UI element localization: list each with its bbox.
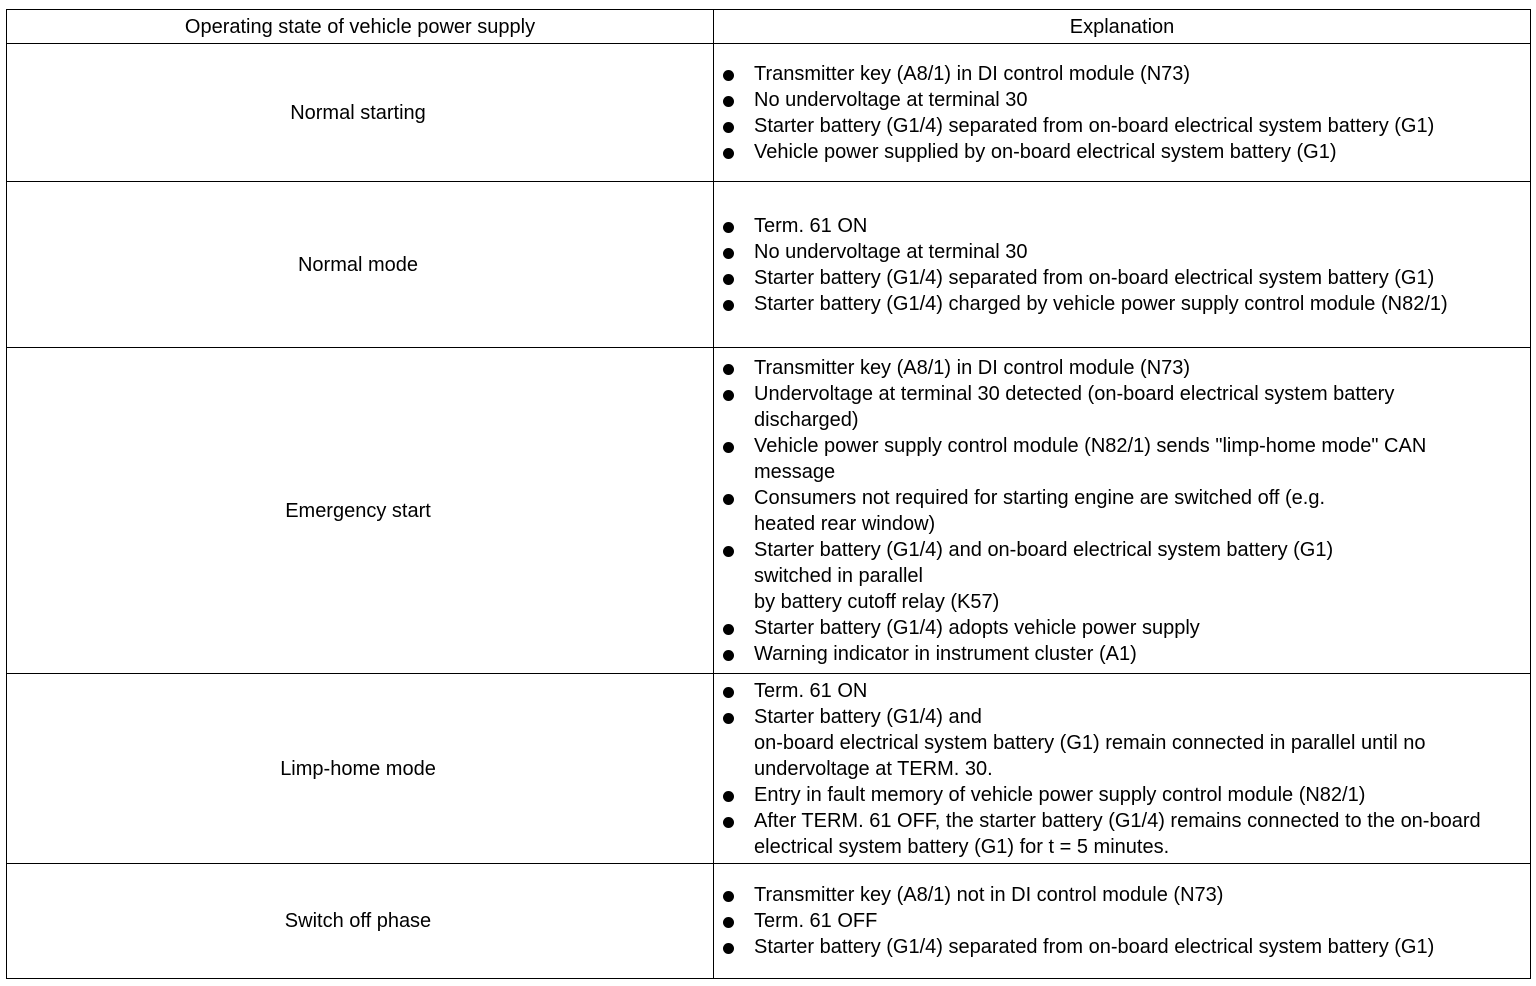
table-header-row xyxy=(7,10,1531,44)
explanation-cell xyxy=(714,44,1531,182)
power-supply-states-table xyxy=(6,9,1531,979)
explanation-item: Starter battery (G1/4) separated from on-board electrical system battery (G1) xyxy=(714,265,1530,291)
explanation-cell xyxy=(714,348,1531,674)
explanation-item: Starter battery (G1/4) and on-board electrical system battery (G1) switched in parallel by battery cutoff relay (K57) xyxy=(714,537,1530,615)
explanation-item: No undervoltage at terminal 30 xyxy=(714,87,1530,113)
explanation-item: Vehicle power supply control module (N82/1) sends "limp-home mode" CAN message xyxy=(714,433,1530,485)
explanation-list xyxy=(714,61,1530,165)
state-cell xyxy=(7,674,714,864)
explanation-item: Starter battery (G1/4) charged by vehicle power supply control module (N82/1) xyxy=(714,291,1530,317)
table-row xyxy=(7,864,1531,979)
explanation-item: Term. 61 ON xyxy=(714,213,1530,239)
explanation-cell xyxy=(714,864,1531,979)
explanation-item: Starter battery (G1/4) separated from on-board electrical system battery (G1) xyxy=(714,113,1530,139)
explanation-cell xyxy=(714,182,1531,348)
explanation-item: Starter battery (G1/4) separated from on-board electrical system battery (G1) xyxy=(714,934,1530,960)
state-cell xyxy=(7,348,714,674)
explanation-item: Term. 61 OFF xyxy=(714,908,1530,934)
table-row xyxy=(7,674,1531,864)
explanation-item: Warning indicator in instrument cluster (A1) xyxy=(714,641,1530,667)
explanation-item: Transmitter key (A8/1) in DI control module (N73) xyxy=(714,355,1530,381)
table-row xyxy=(7,182,1531,348)
state-label: Normal mode xyxy=(297,253,419,276)
state-cell xyxy=(7,44,714,182)
explanation-item: Vehicle power supplied by on-board electrical system battery (G1) xyxy=(714,139,1530,165)
explanation-item: Undervoltage at terminal 30 detected (on-board electrical system battery discharged) xyxy=(714,381,1530,433)
table-row xyxy=(7,348,1531,674)
explanation-item: Consumers not required for starting engine are switched off (e.g. heated rear window) xyxy=(714,485,1530,537)
table-row xyxy=(7,44,1531,182)
state-label: Normal starting xyxy=(290,101,426,124)
state-label: Limp-home mode xyxy=(280,757,436,780)
explanation-list xyxy=(714,355,1530,667)
explanation-item: After TERM. 61 OFF, the starter battery (G1/4) remains connected to the on-board electrical system battery (G1) for t = 5 minutes. xyxy=(714,808,1530,860)
state-label: Emergency start xyxy=(285,499,431,522)
explanation-item: Transmitter key (A8/1) in DI control module (N73) xyxy=(714,61,1530,87)
explanation-cell xyxy=(714,674,1531,864)
column-header-explanation: Explanation xyxy=(714,10,1531,44)
column-header-operating-state: Operating state of vehicle power supply xyxy=(7,10,714,44)
explanation-item: No undervoltage at terminal 30 xyxy=(714,239,1530,265)
explanation-list xyxy=(714,213,1530,317)
explanation-list xyxy=(714,882,1530,960)
explanation-list xyxy=(714,678,1530,860)
state-cell xyxy=(7,864,714,979)
explanation-item: Transmitter key (A8/1) not in DI control module (N73) xyxy=(714,882,1530,908)
state-label: Switch off phase xyxy=(284,910,432,932)
explanation-item: Starter battery (G1/4) and on-board electrical system battery (G1) remain connected in parallel until no undervoltage at TERM. 30. xyxy=(714,704,1530,782)
state-cell xyxy=(7,182,714,348)
explanation-item: Starter battery (G1/4) adopts vehicle power supply xyxy=(714,615,1530,641)
explanation-item: Term. 61 ON xyxy=(714,678,1530,704)
explanation-item: Entry in fault memory of vehicle power supply control module (N82/1) xyxy=(714,782,1530,808)
